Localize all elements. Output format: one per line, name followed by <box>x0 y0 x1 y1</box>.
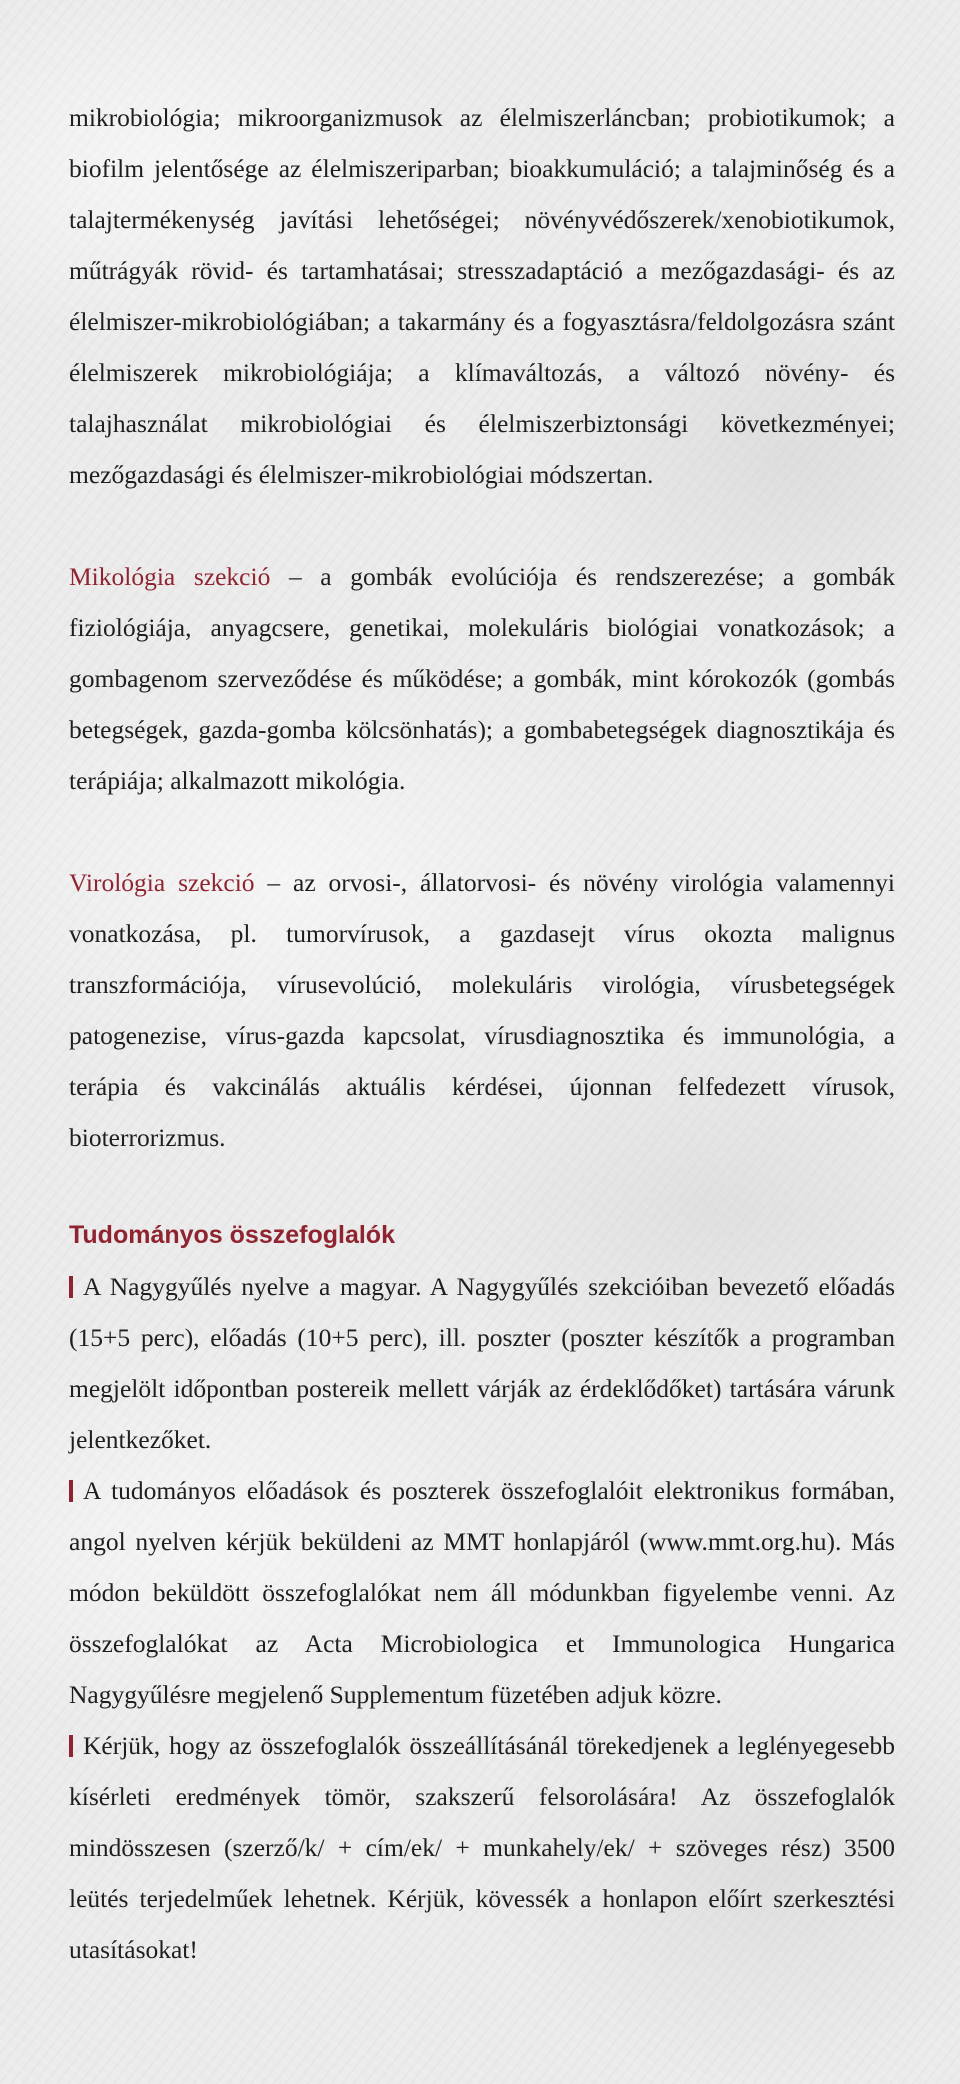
abstracts-item-text: A Nagygyűlés nyelve a magyar. A Nagygyűlés szekcióiban bevezető előadás (15+5 perc), előadás (10+5 perc), ill. poszter (poszter készítők a programban megjelölt időpontban postereik mellett várják az érdeklődőket) tartására várunk jelentkezőket. <box>69 1272 895 1454</box>
intro-paragraph: mikrobiológia; mikroorganizmusok az élelmiszerláncban; probiotikumok; a biofilm jelentősége az élelmiszeriparban; bioakkumuláció; a talajminőség és a talajtermékenység javítási lehetőségei; növényvédőszerek/xenobiotikumok, műtrágyák rövid- és tartamhatásai; stresszadaptáció a mezőgazdasági- és az élelmiszer-mikrobiológiában; a takarmány és a fogyasztásra/feldolgozásra szánt élelmiszerek mikrobiológiája; a klímaváltozás, a változó növény- és talajhasználat mikrobiológiai és élelmiszerbiztonsági következményei; mezőgazdasági és élelmiszer-mikrobiológiai módszertan. <box>69 103 895 489</box>
abstracts-item-guidelines <box>69 1720 895 1975</box>
mycology-section-text: – a gombák evolúciója és rendszerezése; a gombák fiziológiája, anyagcsere, genetikai, molekuláris biológiai vonatkozások; a gombagenom szerveződése és működése; a gombák, mint kórokozók (gombás betegségek, gazda-gomba kölcsönhatás); a gombabetegségek diagnosztikája és terápiája; alkalmazott mikológia. <box>69 562 895 795</box>
bullet-marker-icon <box>69 1480 73 1502</box>
abstracts-item-text: A tudományos előadások és poszterek összefoglalóit elektronikus formában, angol nyelven kérjük beküldeni az MMT honlapjáról (www.mmt.org.hu). Más módon beküldött összefoglalókat nem áll módunkban figyelembe venni. Az összefoglalókat az Acta Microbiologica et Immunologica Hungarica Nagygyűlésre megjelenő Supplementum füzetében adjuk közre. <box>69 1476 895 1709</box>
mycology-section-label: Mikológia szekció <box>69 562 271 591</box>
virology-section-paragraph <box>69 857 895 1163</box>
bullet-marker-icon <box>69 1735 73 1757</box>
virology-section-text: – az orvosi-, állatorvosi- és növény virológia valamennyi vonatkozása, pl. tumorvírusok, a gazdasejt vírus okozta malignus transzformációja, vírusevolúció, molekuláris virológia, vírusbetegségek patogenezise, vírus-gazda kapcsolat, vírusdiagnosztika és immunológia, a terápia és vakcinálás aktuális kérdései, újonnan felfedezett vírusok, bioterrorizmus. <box>69 868 896 1152</box>
page-content <box>69 92 895 1975</box>
mycology-section-paragraph <box>69 551 895 806</box>
virology-section-label: Virológia szekció <box>69 868 255 897</box>
abstracts-heading: Tudományos összefoglalók <box>69 1221 395 1249</box>
abstracts-item-language <box>69 1261 895 1465</box>
abstracts-item-text: Kérjük, hogy az összefoglalók összeállításánál törekedjenek a leglényegesebb kísérleti eredmények tömör, szakszerű felsorolására! Az összefoglalók mindösszesen (szerző/k/ + cím/ek/ + munkahely/ek/ + szöveges rész) 3500 leütés terjedelműek lehetnek. Kérjük, kövessék a honlapon előírt szerkesztési utasításokat! <box>69 1731 895 1964</box>
bullet-marker-icon <box>69 1276 73 1298</box>
abstracts-item-submission <box>69 1465 895 1720</box>
